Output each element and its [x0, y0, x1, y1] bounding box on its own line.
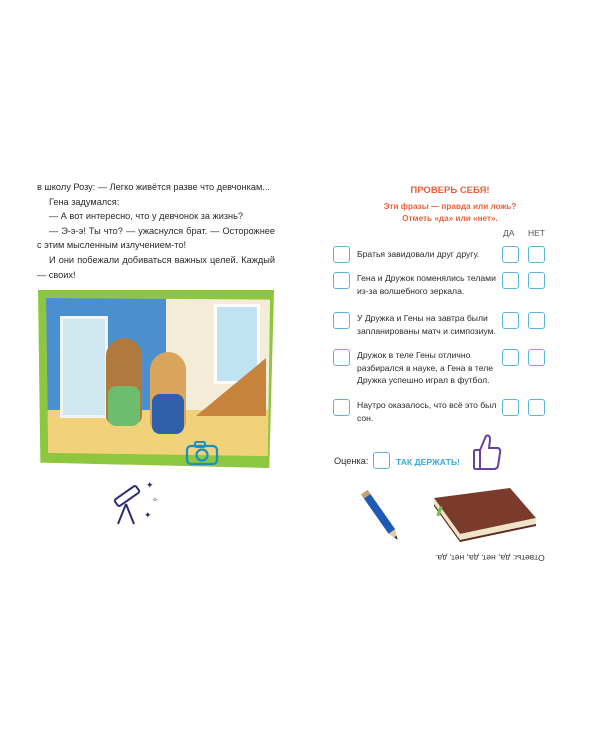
doorway [60, 316, 108, 418]
quiz-instructions [300, 201, 600, 225]
quiz-statement: Гена и Дружок поменялись телами из-за волшебного зеркала. [357, 273, 496, 296]
svg-text:✧: ✧ [152, 497, 158, 504]
yes-checkbox[interactable] [502, 246, 519, 263]
quiz-statement: Братья завидовали друг другу. [357, 249, 480, 259]
illustration-scene [46, 298, 270, 456]
yes-checkbox[interactable] [502, 399, 519, 416]
grade-text: ТАК ДЕРЖАТЬ! [396, 457, 460, 467]
yes-checkbox[interactable] [502, 272, 519, 289]
item-checkbox[interactable] [333, 349, 350, 366]
story-paragraph: И они побежали добиваться важных целей. Каждый — своих! [37, 254, 275, 280]
item-checkbox[interactable] [333, 399, 350, 416]
item-checkbox[interactable] [333, 246, 350, 263]
yes-checkbox[interactable] [502, 349, 519, 366]
puppy-left-pajamas [108, 386, 140, 426]
svg-text:✦: ✦ [144, 510, 152, 520]
no-checkbox[interactable] [528, 349, 545, 366]
grade-checkbox[interactable] [373, 452, 390, 469]
answer-key: Ответы: да, нет, да, нет, да. [435, 553, 545, 563]
quiz-statement: Наутро оказалось, что всё это был сон. [357, 400, 497, 423]
no-checkbox[interactable] [528, 246, 545, 263]
puppy-right-pajamas [152, 394, 184, 434]
quiz-instructions-line: Эти фразы — правда или ложь? [383, 202, 517, 211]
camera-icon [185, 440, 219, 466]
column-header-no: НЕТ [528, 228, 545, 238]
right-page [300, 0, 600, 750]
item-checkbox[interactable] [333, 272, 350, 289]
item-checkbox[interactable] [333, 312, 350, 329]
quiz-statement: У Дружка и Гены на завтра были запланированы матч и симпозиум. [357, 313, 496, 336]
svg-text:✦: ✦ [146, 480, 154, 490]
pencil-icon [356, 485, 406, 547]
no-checkbox[interactable] [528, 312, 545, 329]
story-paragraph: в школу Розу: — Легко живётся разве что девчонкам... [37, 182, 270, 192]
no-checkbox[interactable] [528, 399, 545, 416]
book-icon [430, 484, 538, 544]
quiz-title: ПРОВЕРЬ СЕБЯ! [410, 185, 490, 196]
story-paragraph: Гена задумался: [49, 196, 120, 207]
quiz-instructions-line: Отметь «да» или «нет». [402, 214, 498, 223]
thumbs-up-icon [472, 432, 502, 472]
grade-label: Оценка: [334, 456, 369, 466]
story-text [37, 180, 275, 282]
telescope-icon [108, 478, 162, 526]
story-illustration [38, 290, 274, 468]
no-checkbox[interactable] [528, 272, 545, 289]
yes-checkbox[interactable] [502, 312, 519, 329]
story-paragraph: — Э-э-э! Ты что? — ужаснулся брат. — Осторожнее с этим мысленным излучением-то! [37, 225, 275, 251]
column-header-yes: ДА [503, 228, 515, 238]
quiz-statement: Дружок в теле Гены отлично разбирался в науке, а Гена в теле Дружка успешно играл в футбол. [357, 350, 494, 386]
story-paragraph: — А вот интересно, что у девчонок за жизнь? [49, 211, 244, 222]
